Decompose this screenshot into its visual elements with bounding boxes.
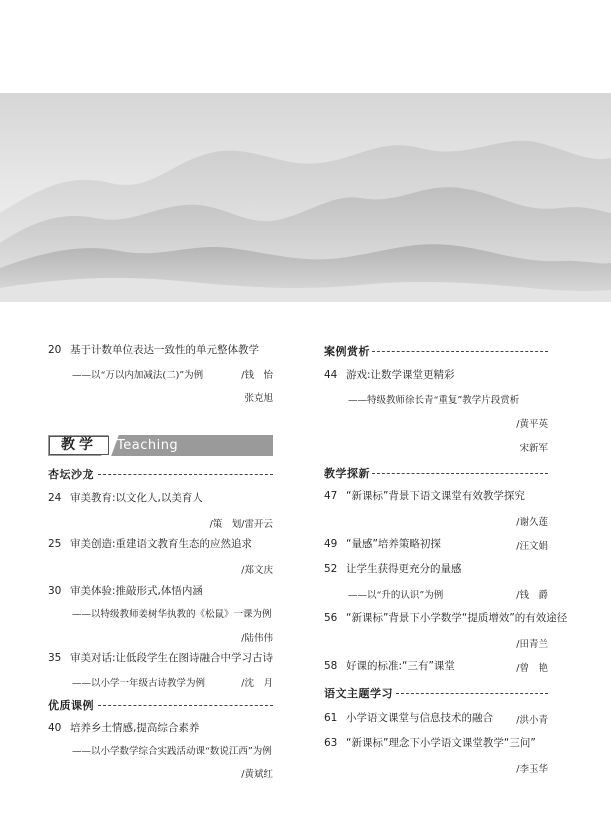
- author: 宋新军: [519, 443, 548, 454]
- article-title: “新课标”理念下小学语文课堂教学“三问”: [346, 737, 536, 749]
- column-title: 语文主题学习: [324, 687, 393, 700]
- article-title: 审美对话:让低段学生在图诗融合中学习古诗: [70, 652, 274, 664]
- mountains-illustration: [0, 93, 611, 302]
- page-number: 35: [48, 652, 62, 664]
- dashed-rule: [372, 351, 548, 352]
- author: /钱 怡: [241, 370, 273, 381]
- article-subtitle: ——特级教师徐长青“重复”教学片段赏析: [348, 395, 520, 406]
- article-title: 审美教育:以文化人,以美育人: [70, 492, 203, 504]
- author: /谢久莲: [516, 517, 548, 528]
- article-title: 小学语文课堂与信息技术的融合: [346, 712, 493, 724]
- article-subtitle: ——以小学数学综合实践活动课“数说江西”为例: [72, 746, 272, 757]
- dashed-rule: [98, 474, 273, 475]
- article-title: 好课的标准:“三有”课堂: [346, 660, 455, 672]
- author: /郑文庆: [241, 565, 273, 576]
- section-header-english: Teaching: [117, 438, 179, 453]
- author: /策 划/雷开云: [209, 519, 273, 530]
- author: /沈 月: [241, 678, 273, 689]
- article-title: “新课标”背景下小学数学“提质增效”的有效途径: [346, 612, 568, 624]
- page-number: 30: [48, 585, 62, 597]
- author: /黄斌红: [241, 769, 273, 780]
- page-number: 24: [48, 492, 62, 504]
- column-title: 优质课例: [48, 699, 94, 712]
- page-number: 52: [324, 563, 338, 575]
- author: /曾 艳: [516, 663, 548, 674]
- page-number: 40: [48, 722, 62, 734]
- author: /洪小青: [516, 715, 548, 726]
- article-title: “量感”培养策略初探: [346, 538, 441, 550]
- author: /汪文娟: [516, 541, 548, 552]
- page-number: 56: [324, 612, 338, 624]
- article-subtitle: ——以特级教师姜树华执教的《松鼠》一课为例: [72, 609, 272, 620]
- page-number: 63: [324, 737, 338, 749]
- article-title: “新课标”背景下语文课堂有效教学探究: [346, 490, 525, 502]
- author: /钱 爵: [516, 590, 548, 601]
- page-number: 61: [324, 712, 338, 724]
- article-title: 游戏:让数学课堂更精彩: [346, 369, 455, 381]
- author: /田青兰: [516, 639, 548, 650]
- article-title: 培养乡土情感,提高综合素养: [70, 722, 200, 734]
- article-title: 审美创造:重建语文教育生态的应然追求: [70, 538, 253, 550]
- section-header-title: 教学: [49, 436, 109, 455]
- column-title: 案例赏析: [324, 345, 370, 358]
- article-title: 基于计数单位表达一致性的单元整体教学: [70, 344, 259, 356]
- author: /黄平英: [516, 419, 548, 430]
- article-subtitle: ——以小学一年级古诗教学为例: [72, 678, 206, 689]
- dashed-rule: [98, 705, 273, 706]
- author: /陆伟伟: [241, 633, 273, 644]
- article-subtitle: ——以“升的认识”为例: [348, 590, 444, 601]
- page-number: 47: [324, 490, 338, 502]
- column-title: 教学探新: [324, 467, 370, 480]
- article-title: 审美体验:推敲形式,体悟内涵: [70, 585, 203, 597]
- page-number: 20: [48, 344, 62, 356]
- article-subtitle: ——以“万以内加减法(二)”为例: [72, 370, 204, 381]
- page-number: 58: [324, 660, 338, 672]
- landscape-banner-image: [0, 93, 611, 302]
- author: 张克旭: [244, 393, 273, 404]
- author: /李玉华: [516, 764, 548, 775]
- page-number: 44: [324, 369, 338, 381]
- article-title: 让学生获得更充分的量感: [346, 563, 462, 575]
- page-number: 49: [324, 538, 338, 550]
- page-number: 25: [48, 538, 62, 550]
- dashed-rule: [372, 473, 548, 474]
- column-title: 杏坛沙龙: [48, 468, 94, 481]
- dashed-rule: [396, 693, 548, 694]
